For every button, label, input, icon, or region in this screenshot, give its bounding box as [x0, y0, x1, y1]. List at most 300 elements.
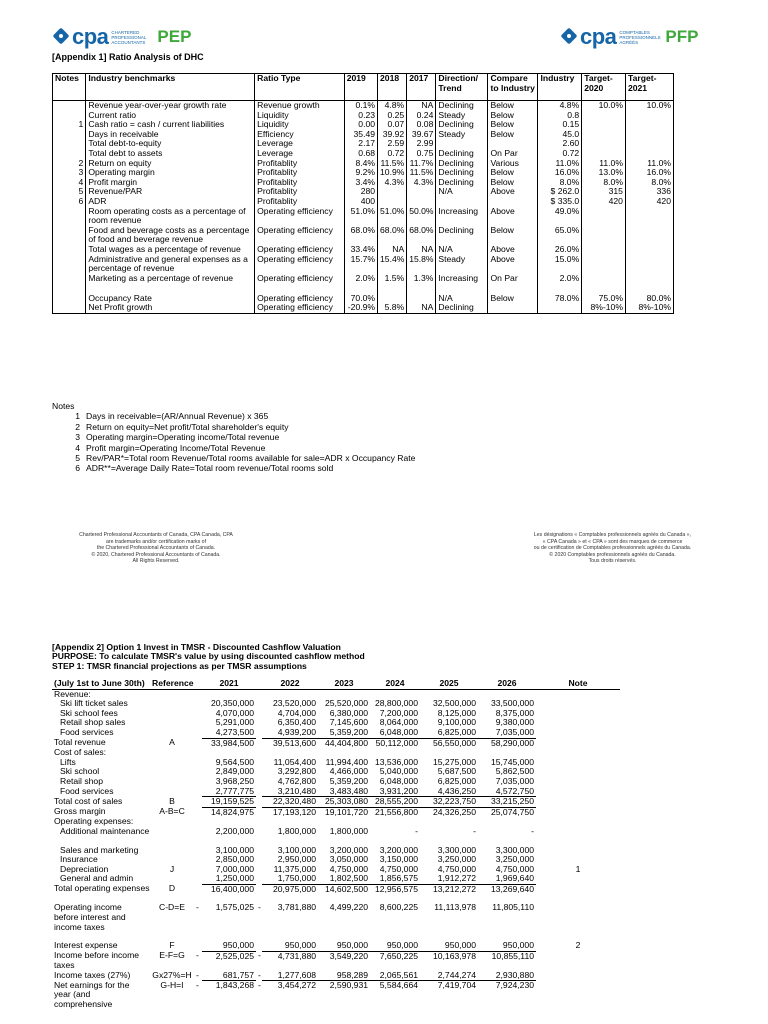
table-cell: Food and beverage costs as a percentage of food and beverage revenue: [86, 226, 255, 245]
table-cell: 50.0%: [407, 207, 436, 226]
table-cell: [53, 294, 86, 304]
value-cell: [262, 837, 318, 846]
table-cell: Operating efficiency: [255, 294, 345, 304]
ratio-analysis-table: [52, 73, 674, 314]
table-cell: Below: [488, 111, 538, 121]
table-cell: N/A: [436, 187, 488, 197]
value-cell: 4,939,200: [262, 728, 318, 738]
value-cell: 1,250,000: [202, 874, 256, 884]
table-cell: Operating efficiency: [255, 207, 345, 226]
table-cell: $ 262.0: [538, 187, 582, 197]
value-cell: [370, 748, 420, 758]
table-cell: Declining: [436, 120, 488, 130]
table-cell: 400: [344, 197, 377, 207]
value-cell: 25,520,000: [324, 699, 368, 709]
row-note: [536, 981, 620, 1010]
table-row: [53, 207, 674, 226]
table-cell: Total wages as a percentage of revenue: [86, 245, 255, 255]
row-label: Interest expense: [54, 941, 118, 951]
table-row: [52, 718, 692, 728]
row-note: 1: [575, 864, 581, 874]
table-row: [52, 884, 692, 894]
table-cell: 420: [625, 197, 673, 207]
table-cell: 11.5%: [378, 159, 407, 169]
value-cell: [318, 837, 370, 846]
table-row: [53, 294, 674, 304]
table-cell: [625, 255, 673, 274]
table-cell: On Par: [488, 274, 538, 294]
row-label: Total revenue: [54, 738, 106, 748]
period-header: (July 1st to June 30th): [52, 679, 150, 689]
table-cell: [582, 245, 626, 255]
table-cell: 15.7%: [344, 255, 377, 274]
cpa-logo-right: [560, 24, 698, 50]
table-row: [52, 797, 692, 808]
sign-marker: [194, 855, 202, 865]
value-cell: 5,862,500: [495, 767, 534, 777]
table-cell: Days in receivable: [86, 130, 255, 140]
sign-marker: [194, 699, 202, 709]
table-cell: -20.9%: [344, 303, 377, 313]
footer-line: © 2020, Chartered Professional Accountants of Canada.: [91, 551, 221, 558]
table-cell: [53, 130, 86, 140]
table-cell: 0.08: [407, 120, 436, 130]
row-reference: [150, 827, 194, 837]
value-cell: 950,000: [420, 941, 478, 951]
value-cell: [202, 837, 256, 846]
table-cell: 0.75: [407, 149, 436, 159]
row-label: Income taxes (27%): [54, 970, 131, 980]
table-cell: 78.0%: [538, 294, 582, 304]
table-cell: 26.0%: [538, 245, 582, 255]
table-cell: Occupancy Rate: [86, 294, 255, 304]
note-text: Operating margin=Operating income/Total revenue: [86, 432, 280, 443]
table-cell: [582, 226, 626, 245]
table-cell: [407, 294, 436, 304]
value-cell: 1,277,608: [262, 971, 318, 981]
table-cell: Operating efficiency: [255, 226, 345, 245]
value-cell: 4,762,800: [277, 776, 316, 786]
sign-marker: [194, 807, 202, 817]
sign-marker: [194, 738, 202, 748]
table-cell: [582, 111, 626, 121]
table-cell: Below: [488, 226, 538, 245]
logo-small-text: CHARTERED PROFESSIONAL ACCOUNTANTS: [111, 29, 147, 45]
table-row: [52, 903, 692, 932]
table-row: [53, 255, 674, 274]
table-cell: [53, 111, 86, 121]
value-cell: 5,359,200: [329, 776, 368, 786]
table-cell: 0.25: [378, 111, 407, 121]
row-note: [536, 971, 620, 981]
table-cell: 70.0%: [344, 294, 377, 304]
table-cell: 2.99: [407, 139, 436, 149]
table-cell: Steady: [436, 111, 488, 121]
sign-marker: -: [258, 951, 261, 961]
table-cell: ADR: [86, 197, 255, 207]
value-cell: 7,000,000: [215, 864, 254, 874]
value-cell: 1,800,000: [329, 826, 368, 836]
note-text: Rev/PAR*=Total room Revenue/Total rooms available for sale=ADR x Occupancy Rate: [86, 453, 416, 464]
table-row: [53, 197, 674, 207]
table-cell: [53, 139, 86, 149]
table-cell: 39.67: [407, 130, 436, 140]
table-cell: NA: [407, 245, 436, 255]
value-cell: 6,048,000: [379, 776, 418, 786]
table-row: [53, 245, 674, 255]
value-cell: 5,359,200: [318, 728, 370, 738]
table-cell: Liquidity: [255, 111, 345, 121]
appendix2-title: [Appendix 2] Option 1 Invest in TMSR - Discounted Cashflow Valuation: [52, 642, 341, 652]
value-cell: 4,704,000: [277, 708, 316, 718]
note-item: [52, 422, 415, 432]
sign-marker: -: [196, 903, 199, 913]
table-cell: Below: [488, 101, 538, 111]
row-label: [52, 837, 150, 846]
sign-marker: -: [196, 951, 199, 961]
value-cell: 58,290,000: [490, 738, 534, 748]
value-cell: [318, 748, 370, 758]
row-label: Retail shop sales: [60, 718, 126, 728]
row-reference: [150, 748, 194, 758]
table-row: [52, 787, 692, 797]
row-reference: [150, 758, 194, 768]
table-row: [52, 709, 692, 719]
table-cell: Administrative and general expenses as a percentage of revenue: [86, 255, 255, 274]
table-cell: NA: [378, 245, 407, 255]
sign-marker: -: [196, 970, 199, 980]
value-cell: 11,375,000: [273, 864, 316, 874]
table-cell: 315: [582, 187, 626, 197]
value-cell: 3,483,480: [318, 787, 370, 797]
table-header-row: [52, 679, 692, 689]
value-cell: 4,436,250: [420, 787, 478, 797]
table-cell: Below: [488, 120, 538, 130]
sign-marker: [194, 941, 202, 951]
value-cell: 5,291,000: [215, 718, 254, 728]
table-cell: [53, 255, 86, 274]
table-cell: 35.49: [344, 130, 377, 140]
table-cell: 9.2%: [344, 168, 377, 178]
sign-marker: [194, 817, 202, 827]
value-cell: 4,750,000: [495, 864, 534, 874]
value-cell: 15,745,000: [490, 757, 534, 767]
row-reference: [150, 689, 194, 699]
row-note: [536, 699, 620, 709]
value-cell: 4,750,000: [329, 864, 368, 874]
value-cell: 2,930,880: [478, 971, 536, 981]
table-cell: Cash ratio = cash / current liabilities: [86, 120, 255, 130]
value-cell: 2,525,025: [215, 951, 254, 961]
table-cell: NA: [407, 101, 436, 111]
row-label: Net earnings for the year (and comprehensive: [54, 980, 130, 1009]
value-cell: 7,650,225: [379, 951, 418, 961]
value-cell: 3,250,000: [495, 855, 534, 865]
table-cell: 65.0%: [538, 226, 582, 245]
table-cell: Various: [488, 159, 538, 169]
table-cell: 33.4%: [344, 245, 377, 255]
value-cell: 950,000: [370, 941, 420, 951]
value-cell: [262, 817, 318, 827]
note-item: [52, 443, 415, 453]
sign-marker: [194, 777, 202, 787]
row-label: [52, 894, 150, 903]
table-cell: N/A: [436, 294, 488, 304]
value-cell: 681,757: [202, 971, 256, 981]
table-cell: 10.0%: [582, 101, 626, 111]
table-cell: 75.0%: [582, 294, 626, 304]
table-cell: [625, 226, 673, 245]
table-row: [53, 111, 674, 121]
table-cell: Steady: [436, 130, 488, 140]
table-row: [53, 178, 674, 188]
row-label: Cost of sales:: [54, 748, 107, 758]
value-cell: 12,956,575: [374, 884, 418, 894]
value-cell: [478, 689, 536, 699]
table-row: [53, 139, 674, 149]
sign-marker: [194, 874, 202, 884]
year-header: 2023: [318, 679, 370, 689]
table-row: [52, 748, 692, 758]
table-cell: 51.0%: [344, 207, 377, 226]
table-cell: [488, 139, 538, 149]
table-cell: 0.00: [344, 120, 377, 130]
value-cell: [318, 817, 370, 827]
maple-leaf-icon: [52, 28, 70, 46]
value-cell: 4,499,220: [329, 903, 368, 913]
value-cell: 2,200,000: [215, 826, 254, 836]
value-cell: 9,380,000: [495, 718, 534, 728]
value-cell: 3,549,220: [329, 951, 368, 961]
table-cell: 80.0%: [625, 294, 673, 304]
value-cell: [420, 748, 478, 758]
table-cell: [582, 149, 626, 159]
value-cell: 8,064,000: [379, 718, 418, 728]
table-cell: 16.0%: [538, 168, 582, 178]
value-cell: [478, 894, 536, 903]
table-row: [53, 120, 674, 130]
value-cell: 3,300,000: [495, 845, 534, 855]
appendix2-step: STEP 1: TMSR financial projections as per TMSR assumptions: [52, 660, 307, 671]
table-cell: 280: [344, 187, 377, 197]
table-cell: 0.24: [407, 111, 436, 121]
table-cell: Operating efficiency: [255, 303, 345, 313]
appendix1-title: [Appendix 1] Ratio Analysis of DHC: [52, 52, 204, 62]
value-cell: 2,850,000: [215, 855, 254, 865]
table-cell: [582, 274, 626, 294]
table-cell: Revenue year-over-year growth rate: [86, 101, 255, 111]
table-cell: [582, 130, 626, 140]
row-note: [536, 894, 620, 903]
row-note: [536, 797, 620, 808]
logo-tag: PFP: [665, 27, 699, 46]
table-cell: NA: [407, 303, 436, 313]
table-cell: 0.8: [538, 111, 582, 121]
table-cell: Declining: [436, 168, 488, 178]
table-row: [53, 274, 674, 294]
column-header: Target- 2020: [582, 74, 626, 101]
value-cell: [202, 932, 256, 941]
row-reference: [150, 699, 194, 709]
table-cell: [53, 303, 86, 313]
value-cell: 6,048,000: [370, 728, 420, 738]
table-cell: [378, 294, 407, 304]
table-cell: Profit margin: [86, 178, 255, 188]
table-cell: [53, 245, 86, 255]
year-header: 2025: [420, 679, 478, 689]
row-note: [536, 738, 620, 748]
value-cell: 25,074,750: [490, 807, 534, 817]
table-cell: 45.0: [538, 130, 582, 140]
value-cell: 7,924,230: [495, 980, 534, 991]
row-reference: [150, 709, 194, 719]
table-row: [52, 855, 692, 865]
row-reference: [150, 728, 194, 738]
table-row: [52, 865, 692, 875]
note-number: 4: [75, 442, 80, 453]
row-note: [536, 807, 620, 817]
value-cell: 9,564,500: [215, 757, 254, 767]
value-cell: 17,193,120: [272, 807, 316, 817]
value-cell: 3,100,000: [277, 845, 316, 855]
table-cell: 15.0%: [538, 255, 582, 274]
table-cell: [625, 149, 673, 159]
value-cell: 7,145,600: [329, 718, 368, 728]
note-item: [52, 411, 415, 421]
footer-line: are trademarks and/or certification marks of: [105, 538, 207, 545]
value-cell: -: [415, 826, 418, 836]
row-reference: D: [168, 884, 176, 894]
row-label: Operating expenses:: [54, 817, 134, 827]
table-cell: 0.15: [538, 120, 582, 130]
value-cell: [202, 817, 256, 827]
notes-title: Notes: [52, 401, 75, 411]
value-cell: 14,602,500: [324, 884, 368, 894]
table-cell: 8%-10%: [582, 303, 626, 313]
spacer: [194, 679, 202, 689]
row-reference: [150, 817, 194, 827]
table-cell: Declining: [436, 149, 488, 159]
maple-leaf-icon: [560, 28, 578, 46]
row-note: [536, 932, 620, 941]
table-cell: 0.07: [378, 120, 407, 130]
table-cell: [582, 255, 626, 274]
value-cell: 16,400,000: [210, 884, 254, 894]
value-cell: 3,200,000: [379, 845, 418, 855]
value-cell: [370, 817, 420, 827]
table-cell: 0.68: [344, 149, 377, 159]
table-cell: 4.8%: [538, 101, 582, 111]
row-note: [536, 837, 620, 846]
value-cell: 39,513,600: [272, 738, 316, 748]
table-cell: Below: [488, 294, 538, 304]
column-header: Industry: [538, 74, 582, 101]
table-cell: 0.23: [344, 111, 377, 121]
table-cell: Increasing: [436, 274, 488, 294]
table-cell: Below: [488, 130, 538, 140]
table-cell: Below: [488, 178, 538, 188]
table-cell: 0.72: [538, 149, 582, 159]
table-cell: 6: [53, 197, 86, 207]
table-cell: Net Profit growth: [86, 303, 255, 313]
row-label: Lifts: [60, 757, 76, 767]
table-row: [52, 767, 692, 777]
value-cell: 20,350,000: [210, 699, 254, 709]
table-cell: Operating margin: [86, 168, 255, 178]
table-cell: [436, 139, 488, 149]
table-cell: Declining: [436, 226, 488, 245]
table-cell: 5: [53, 187, 86, 197]
table-cell: Profitablity: [255, 197, 345, 207]
row-note: [536, 951, 620, 970]
row-label: Revenue:: [54, 689, 91, 699]
table-cell: Declining: [436, 159, 488, 169]
row-label: [52, 932, 150, 941]
sign-marker: [194, 748, 202, 758]
table-row: [52, 777, 692, 787]
year-header: 2022: [262, 679, 318, 689]
value-cell: [318, 894, 370, 903]
value-cell: 1,912,272: [420, 874, 478, 884]
table-row: [52, 941, 692, 951]
value-cell: 24,326,250: [432, 807, 476, 817]
note-number: 3: [75, 432, 80, 443]
table-cell: [53, 149, 86, 159]
table-row: [53, 187, 674, 197]
row-label: Ski school fees: [60, 708, 118, 718]
sign-marker: [194, 894, 202, 903]
footer-line: ou de certification de Comptables professionnels agréés du Canada.: [533, 545, 692, 551]
note-number: 2: [75, 421, 80, 432]
value-cell: 6,380,000: [329, 708, 368, 718]
row-reference: [150, 846, 194, 856]
table-cell: [582, 120, 626, 130]
row-note: [536, 846, 620, 856]
cashflow-table: [52, 679, 692, 1009]
value-cell: 19,159,525: [202, 797, 256, 808]
sign-marker: [194, 797, 202, 808]
table-cell: 10.9%: [378, 168, 407, 178]
table-row: [52, 837, 692, 846]
table-cell: 4.8%: [378, 101, 407, 111]
table-cell: Above: [488, 207, 538, 226]
table-cell: Total debt to assets: [86, 149, 255, 159]
table-cell: Leverage: [255, 149, 345, 159]
table-cell: Profitablity: [255, 168, 345, 178]
table-cell: 2.60: [538, 139, 582, 149]
value-cell: 6,350,400: [277, 718, 316, 728]
table-cell: Profitablity: [255, 159, 345, 169]
table-cell: [378, 197, 407, 207]
table-cell: Leverage: [255, 139, 345, 149]
table-cell: 68.0%: [378, 226, 407, 245]
table-row: [52, 817, 692, 827]
table-cell: Increasing: [436, 207, 488, 226]
value-cell: 10,855,110: [491, 951, 534, 961]
value-cell: [202, 689, 256, 699]
table-row: [52, 807, 692, 817]
value-cell: 56,550,000: [432, 738, 476, 748]
row-note: [536, 903, 620, 932]
table-cell: 10.0%: [625, 101, 673, 111]
table-row: [52, 894, 692, 903]
table-cell: [378, 187, 407, 197]
value-cell: [370, 932, 420, 941]
note-text: Days in receivable=(AR/Annual Revenue) x 365: [86, 411, 269, 422]
row-label: Ski school: [60, 767, 100, 777]
table-cell: [625, 139, 673, 149]
value-cell: 3,150,000: [379, 855, 418, 865]
